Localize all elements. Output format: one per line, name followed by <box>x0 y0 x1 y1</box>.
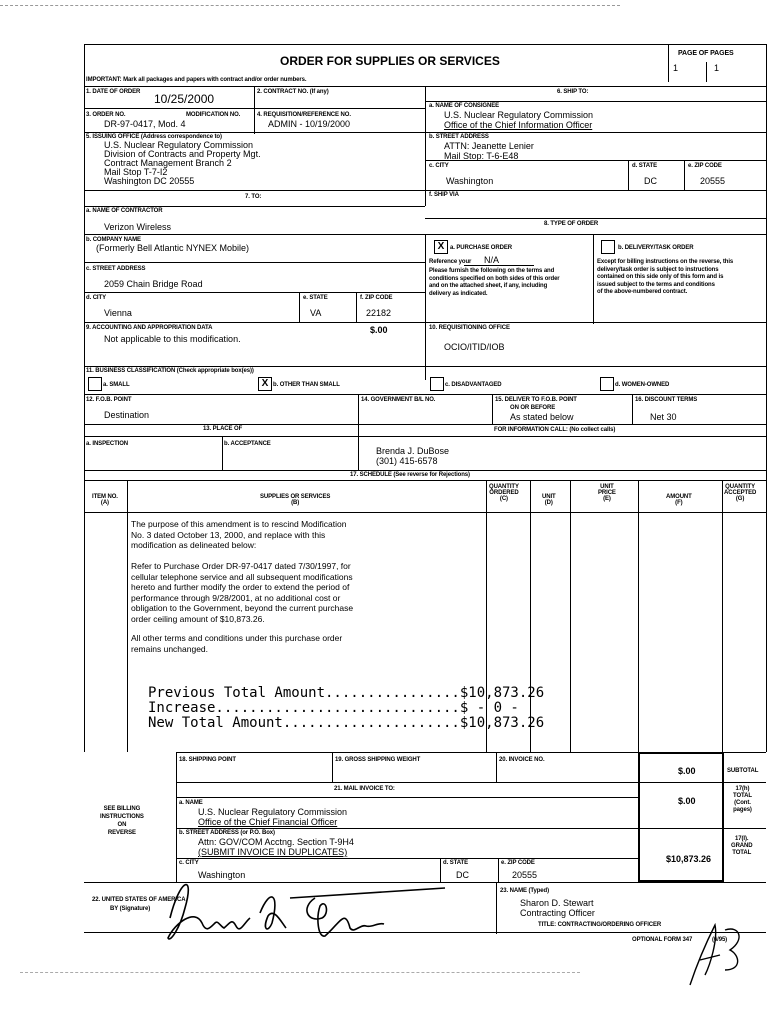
mail-invoice-title: 21. MAIL INVOICE TO: <box>334 786 395 792</box>
on-or-before-label: ON OR BEFORE <box>510 405 556 411</box>
col-amount: AMOUNT (F) <box>666 494 692 506</box>
rule <box>570 480 571 752</box>
rule <box>425 86 426 206</box>
ship-city-value: Washington <box>446 176 494 186</box>
schedule-paragraph-1: The purpose of this amendment is to rescind Modification No. 3 dated October 13, 2000, and replace with this modification as delineated below: <box>131 519 347 550</box>
to-title: 7. TO: <box>245 194 262 200</box>
shipping-point-label: 18. SHIPPING POINT <box>179 757 236 763</box>
ship-to-title: 6. SHIP TO: <box>557 89 589 95</box>
rule <box>127 480 128 752</box>
disadvantaged-checkbox[interactable] <box>430 377 444 391</box>
disadvantaged-label: c. DISADVANTAGED <box>445 382 502 388</box>
rule <box>358 394 359 470</box>
date-of-order-value: 10/25/2000 <box>154 92 215 106</box>
grand-total-value: $10,873.26 <box>666 854 712 864</box>
invoice-city-label: c. CITY <box>179 860 199 866</box>
rule <box>84 206 425 207</box>
invoice-city-value: Washington <box>198 870 246 880</box>
page-box-divider <box>668 44 669 82</box>
page-number: 1 <box>673 63 679 73</box>
initials-mark <box>680 915 750 990</box>
col-item-no: ITEM NO. (A) <box>92 494 118 506</box>
ship-street-line-1: ATTN: Jeanette Lenier <box>444 141 534 151</box>
rule <box>84 322 766 323</box>
accounting-amount: $.00 <box>370 325 388 335</box>
rule <box>84 436 766 437</box>
place-of-label: 13. PLACE OF <box>203 426 243 432</box>
rule <box>176 782 638 783</box>
rule <box>638 480 639 752</box>
rule <box>496 752 497 782</box>
rule <box>425 101 766 102</box>
rule <box>84 262 425 263</box>
rule <box>84 292 425 293</box>
consignee-line-2: Office of the Chief Information Officer <box>444 120 593 130</box>
purchase-order-terms: Please furnish the following on the terms and conditions specified on both sides of this order and on the attached sheet, if any, including delivery as indicated. <box>429 268 560 297</box>
business-class-label: 11. BUSINESS CLASSIFICATION (Check appropriate box(es)) <box>86 368 254 374</box>
invoice-state-value: DC <box>456 870 469 880</box>
typed-name-label: 23. NAME (Typed) <box>500 888 549 894</box>
rule <box>84 480 766 481</box>
rule <box>84 108 425 109</box>
rule <box>84 512 766 513</box>
rule <box>254 86 255 134</box>
schedule-paragraph-3: All other terms and conditions under this purchase order remains unchanged. <box>131 633 343 654</box>
rule <box>358 424 766 425</box>
col-quantity: QUANTITY ORDERED (C) <box>489 484 519 502</box>
other-than-small-label: b. OTHER THAN SMALL <box>273 382 340 388</box>
company-name-label: b. COMPANY NAME <box>86 237 141 243</box>
important-note: IMPORTANT: Mark all packages and papers with contract and/or order numbers. <box>86 77 307 83</box>
inspection-label: a. INSPECTION <box>86 441 129 447</box>
rule <box>176 828 638 829</box>
requisitioning-office-value: OCIO/ITID/IOB <box>444 342 505 352</box>
reference-value: N/A <box>484 255 500 265</box>
contractor-state-label: e. STATE <box>303 295 328 301</box>
form-right-border <box>766 44 767 752</box>
increase-line: Increase.............................$ - 0 - <box>148 700 519 716</box>
delivery-order-checkbox[interactable] <box>601 240 615 254</box>
requisitioning-office-label: 10. REQUISITIONING OFFICE <box>429 325 510 331</box>
ship-city-label: c. CITY <box>429 163 449 169</box>
type-of-order-title: 8. TYPE OF ORDER <box>544 221 599 227</box>
deliver-value: As stated below <box>510 412 574 422</box>
ship-via-label: f. SHIP VIA <box>429 192 459 198</box>
info-call-label: FOR INFORMATION CALL: (No collect calls) <box>494 427 616 433</box>
other-than-small-checkbox[interactable]: X <box>258 377 272 391</box>
fob-point-value: Destination <box>104 410 150 420</box>
women-owned-checkbox[interactable] <box>600 377 614 391</box>
rule <box>176 752 177 882</box>
signature-by-label: BY (Signature) <box>110 906 151 912</box>
ship-zip-label: e. ZIP CODE <box>688 163 722 169</box>
issuing-office-address: U.S. Nuclear Regulatory Commission Division of Contracts and Property Mgt. Contract Management Branch 2 Mail Stop T-7-I2 Washington DC 20555 <box>104 140 261 186</box>
ship-state-label: d. STATE <box>632 163 657 169</box>
contractor-state-value: VA <box>310 308 322 318</box>
contractor-street-value: 2059 Chain Bridge Road <box>104 279 203 289</box>
col-qty-accepted: QUANTITY ACCEPTED (G) <box>724 484 757 502</box>
rule <box>176 858 638 859</box>
fob-point-label: 12. F.O.B. POINT <box>86 397 132 403</box>
rule <box>638 782 766 783</box>
gov-bl-label: 14. GOVERNMENT B/L NO. <box>361 397 436 403</box>
rule <box>176 797 638 798</box>
accounting-value: Not applicable to this modification. <box>104 334 241 344</box>
scan-edge-line <box>0 5 620 6</box>
small-label: a. SMALL <box>103 382 130 388</box>
contractor-name-label: a. NAME OF CONTRACTOR <box>86 208 163 214</box>
form-revision: (6/95) <box>712 937 728 943</box>
women-owned-label: d. WOMEN-OWNED <box>615 382 670 388</box>
grand-total-label: 17(I). GRAND TOTAL <box>731 836 753 856</box>
contract-no-label: 2. CONTRACT NO. (If any) <box>257 89 329 95</box>
form-title: ORDER FOR SUPPLIES OR SERVICES <box>280 54 500 68</box>
consignee-label: a. NAME OF CONSIGNEE <box>429 103 500 109</box>
col-unit: UNIT (D) <box>542 494 556 506</box>
subtotal-label: SUBTOTAL <box>727 768 759 774</box>
acceptance-label: b. ACCEPTANCE <box>224 441 271 447</box>
typed-title-value: Contracting Officer <box>520 908 595 918</box>
contractor-zip-value: 22182 <box>366 308 392 318</box>
purchase-order-checkbox[interactable]: X <box>434 240 448 254</box>
delivery-order-label: b. DELIVERY/TASK ORDER <box>618 245 694 251</box>
new-total-line: New Total Amount.....................$10,873.26 <box>148 715 545 731</box>
optional-form-label: OPTIONAL FORM 347 <box>632 937 693 943</box>
ship-street-label: b. STREET ADDRESS <box>429 134 489 140</box>
modification-no-label: MODIFICATION NO. <box>186 112 241 118</box>
accounting-label: 9. ACCOUNTING AND APPROPRIATION DATA <box>86 325 213 331</box>
rule <box>425 160 766 161</box>
company-name-value: (Formerly Bell Atlantic NYNEX Mobile) <box>96 243 250 253</box>
contact-phone: (301) 415-6578 <box>376 456 438 466</box>
page-label: PAGE OF PAGES <box>678 50 734 57</box>
rule <box>299 292 300 322</box>
reference-underline <box>464 265 534 266</box>
schedule-paragraph-2: Refer to Purchase Order DR-97-0417 dated 7/30/1997, for cellular telephone service and all subsequent modifications hereto and further modify the order to extend the period of performance through 9/28/2001, at no additional cost or obligation to the Government, beyond the current purchase order ceiling amount of $10,873.26. <box>131 561 354 624</box>
discount-terms-value: Net 30 <box>650 412 677 422</box>
purchase-order-label: a. PURCHASE ORDER <box>450 245 512 251</box>
reference-label: Reference your <box>429 259 472 265</box>
invoice-street-line-1: Attn: GOV/COM Acctng. Section T-9H4 <box>198 837 354 847</box>
rule <box>638 828 766 829</box>
rule <box>84 394 766 395</box>
page-divider <box>706 62 707 82</box>
rule <box>425 234 426 380</box>
invoice-name-line-2: Office of the Chief Financial Officer <box>198 817 338 827</box>
contact-name: Brenda J. DuBose <box>376 446 450 456</box>
rule <box>530 480 531 752</box>
cont-total-label: 17(h) TOTAL (Cont. pages) <box>733 786 752 813</box>
deliver-fob-label: 15. DELIVER TO F.O.B. POINT <box>495 397 577 403</box>
rule <box>496 882 497 934</box>
contractor-zip-label: f. ZIP CODE <box>360 295 393 301</box>
col-supplies: SUPPLIES OR SERVICES (B) <box>260 494 331 506</box>
date-of-order-label: 1. DATE OF ORDER <box>86 89 141 95</box>
rule <box>425 218 766 219</box>
rule <box>84 470 766 471</box>
invoice-no-label: 20. INVOICE NO. <box>499 757 545 763</box>
contractor-city-label: d. CITY <box>86 295 106 301</box>
invoice-zip-label: e. ZIP CODE <box>501 860 535 866</box>
rule <box>84 132 766 133</box>
contractor-street-label: c. STREET ADDRESS <box>86 266 146 272</box>
scan-edge-line <box>20 972 580 973</box>
rule <box>84 932 766 933</box>
rule <box>356 292 357 322</box>
rule <box>222 436 223 470</box>
rule <box>84 366 766 367</box>
contractor-city-value: Vienna <box>104 308 132 318</box>
see-billing-note: SEE BILLING INSTRUCTIONS ON REVERSE <box>100 806 144 836</box>
order-no-value: DR-97-0417, Mod. 4 <box>104 119 186 129</box>
invoice-street-label: b. STREET ADDRESS (or P.O. Box) <box>179 830 275 836</box>
ship-state-value: DC <box>644 176 657 186</box>
delivery-order-terms: Except for billing instructions on the reverse, this delivery/task order is subject to instructions contained on this side only of this form and is issued subject to the terms and conditions of the above-numbered contract. <box>597 259 734 295</box>
ship-zip-value: 20555 <box>700 176 726 186</box>
rule <box>593 234 594 324</box>
rule <box>492 394 493 424</box>
issuing-office-label: 5. ISSUING OFFICE (Address correspondence to) <box>86 134 222 140</box>
small-checkbox[interactable] <box>88 377 102 391</box>
cont-total-value: $.00 <box>678 796 696 806</box>
requisition-value: ADMIN - 10/19/2000 <box>268 119 351 129</box>
signature-image <box>140 868 460 948</box>
subtotal-value: $.00 <box>678 766 696 776</box>
rule <box>332 752 333 782</box>
invoice-name-line-1: U.S. Nuclear Regulatory Commission <box>198 807 348 817</box>
rule <box>684 160 685 190</box>
previous-total-line: Previous Total Amount................$10,873.26 <box>148 685 545 701</box>
typed-name-value: Sharon D. Stewart <box>520 898 594 908</box>
requisition-label: 4. REQUISITION/REFERENCE NO. <box>257 112 351 118</box>
total-pages: 1 <box>714 63 720 73</box>
contractor-name-value: Verizon Wireless <box>104 222 172 232</box>
rule <box>84 424 358 425</box>
usa-label: 22. UNITED STATES OF AMERICA <box>92 897 186 903</box>
form-left-border <box>84 44 85 752</box>
form-top-border <box>84 44 766 45</box>
invoice-street-line-2: (SUBMIT INVOICE IN DUPLICATES) <box>198 847 348 857</box>
invoice-state-label: d. STATE <box>443 860 468 866</box>
rule <box>84 190 766 191</box>
gross-weight-label: 19. GROSS SHIPPING WEIGHT <box>335 757 421 763</box>
rule <box>632 394 633 424</box>
col-unit-price: UNIT PRICE (E) <box>598 484 616 502</box>
discount-terms-label: 16. DISCOUNT TERMS <box>635 397 698 403</box>
consignee-line-1: U.S. Nuclear Regulatory Commission <box>444 110 594 120</box>
schedule-title: 17. SCHEDULE (See reverse for Rejections) <box>350 472 470 478</box>
invoice-zip-value: 20555 <box>512 870 538 880</box>
title-label: TITLE: CONTRACTING/ORDERING OFFICER <box>538 922 662 928</box>
rule <box>498 858 499 882</box>
ship-street-line-2: Mail Stop: T-6-E48 <box>444 151 519 161</box>
rule <box>722 480 723 752</box>
order-no-label: 3. ORDER NO. <box>86 112 126 118</box>
invoice-name-label: a. NAME <box>179 800 203 806</box>
rule <box>628 160 629 190</box>
